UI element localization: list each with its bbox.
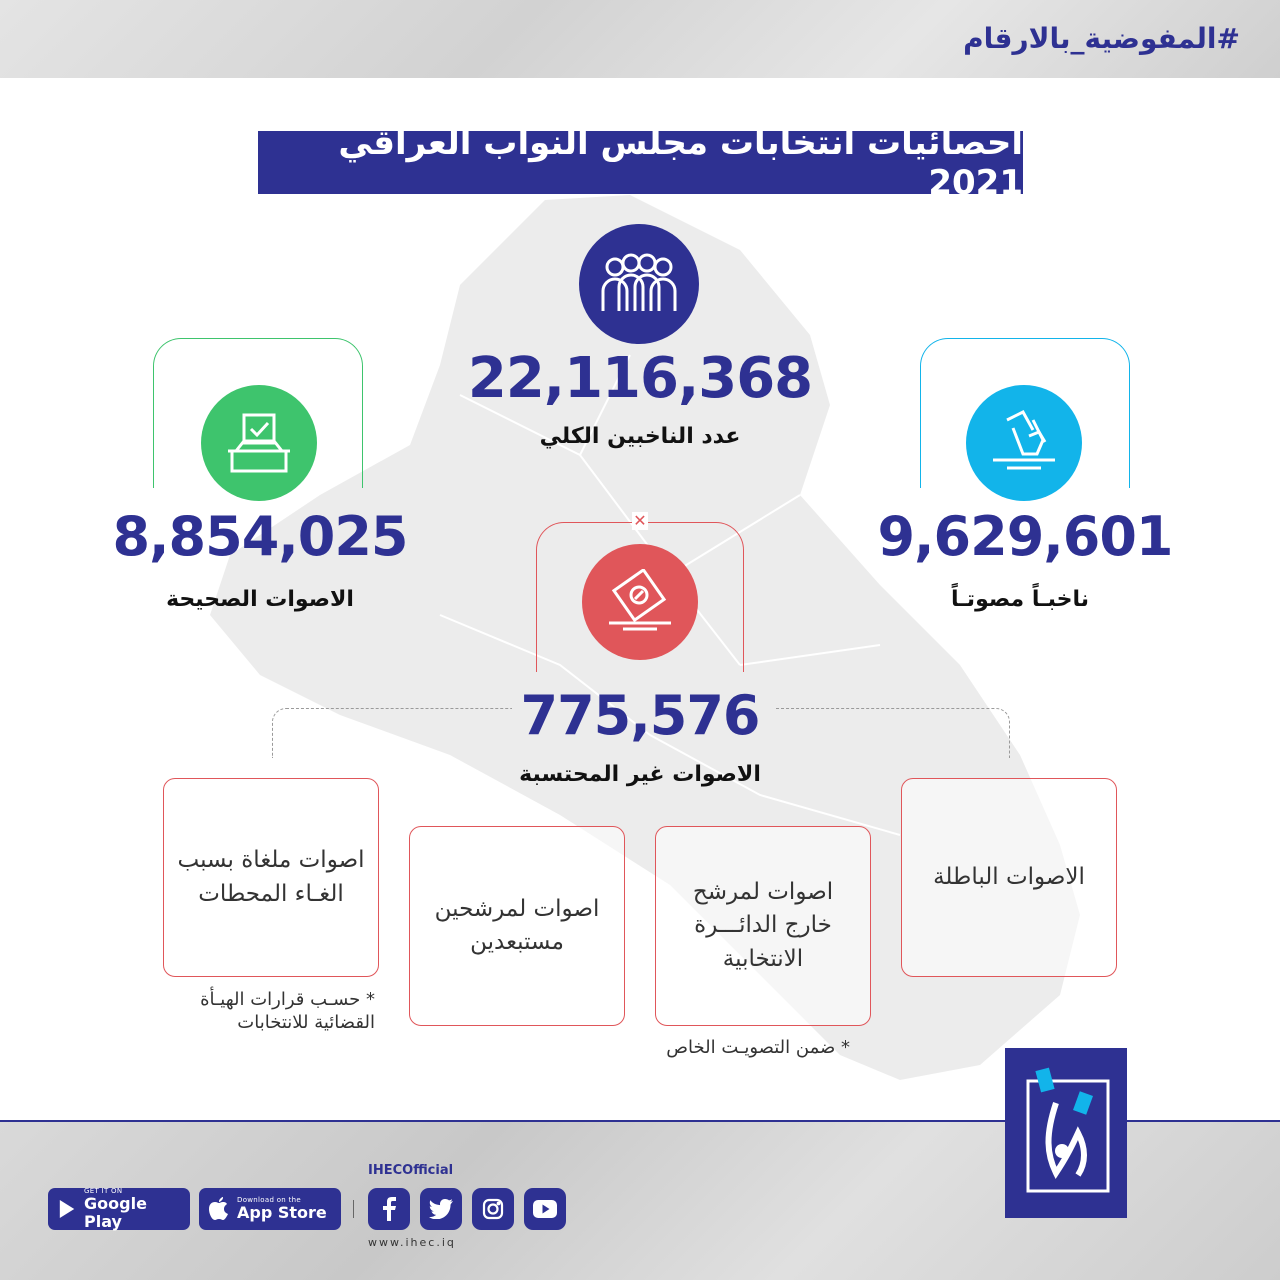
total-voters-label: عدد الناخبين الكلي — [539, 424, 741, 449]
valid-votes-value: 8,854,025 — [112, 505, 408, 568]
category-invalid: الاصوات الباطلة — [901, 778, 1117, 977]
google-play-button[interactable] — [48, 1188, 190, 1230]
voters-cast-label: ناخبـاً مصوتـاً — [951, 587, 1089, 612]
category-outside-district: اصوات لمرشح خارج الدائـــرة الانتخابية — [655, 826, 871, 1026]
voided-ballot-icon — [605, 569, 675, 635]
app-store-small-text: Download on the — [237, 1196, 301, 1205]
category-excluded-candidates: اصوات لمرشحين مستبعدين — [409, 826, 625, 1026]
facebook-button[interactable] — [368, 1188, 410, 1230]
rejected-votes-circle — [582, 544, 698, 660]
page-title: احصائيات انتخابات مجلس النواب العراقي 2021 — [258, 131, 1023, 194]
total-voters-circle — [579, 224, 699, 344]
valid-votes-circle — [201, 385, 317, 501]
note-judicial: * حسـب قرارات الهيـأة القضائية للانتخابات — [200, 989, 375, 1034]
apple-icon — [209, 1197, 229, 1221]
google-play-label: Google Play — [84, 1194, 147, 1231]
rejected-votes-value: 775,576 — [520, 684, 760, 747]
connector-left — [272, 708, 512, 758]
facebook-icon — [382, 1197, 396, 1221]
app-store-label: App Store — [237, 1203, 327, 1223]
instagram-button[interactable] — [472, 1188, 514, 1230]
instagram-icon — [482, 1198, 504, 1220]
hand-voting-icon — [989, 410, 1059, 476]
youtube-icon — [533, 1200, 557, 1218]
ballot-box-check-icon — [222, 413, 296, 473]
website-link[interactable]: www.ihec.iq — [368, 1236, 456, 1249]
ihec-logo-icon — [1016, 1063, 1116, 1203]
rejected-votes-label: الاصوات غير المحتسبة — [519, 762, 761, 787]
total-voters-value: 22,116,368 — [467, 346, 813, 411]
google-play-small-text: GET IT ON — [84, 1187, 123, 1196]
play-store-icon — [58, 1198, 76, 1220]
note-special-vote: * ضمن التصويـت الخاص — [666, 1037, 850, 1058]
twitter-icon — [429, 1199, 453, 1219]
footer-separator — [353, 1200, 354, 1218]
valid-votes-label: الاصوات الصحيحة — [166, 587, 354, 612]
ihec-logo — [1005, 1048, 1127, 1218]
connector-right — [776, 708, 1010, 758]
hashtag[interactable]: #المفوضية_بالارقام — [963, 22, 1240, 55]
people-icon — [599, 253, 679, 315]
category-cancelled-stations: اصوات ملغاة بسبب الغـاء المحطات — [163, 778, 379, 977]
youtube-button[interactable] — [524, 1188, 566, 1230]
voters-cast-value: 9,629,601 — [877, 505, 1173, 568]
twitter-button[interactable] — [420, 1188, 462, 1230]
close-icon: ✕ — [633, 511, 647, 530]
voters-cast-circle — [966, 385, 1082, 501]
social-handle: IHECOfficial — [368, 1163, 454, 1178]
app-store-button[interactable] — [199, 1188, 341, 1230]
